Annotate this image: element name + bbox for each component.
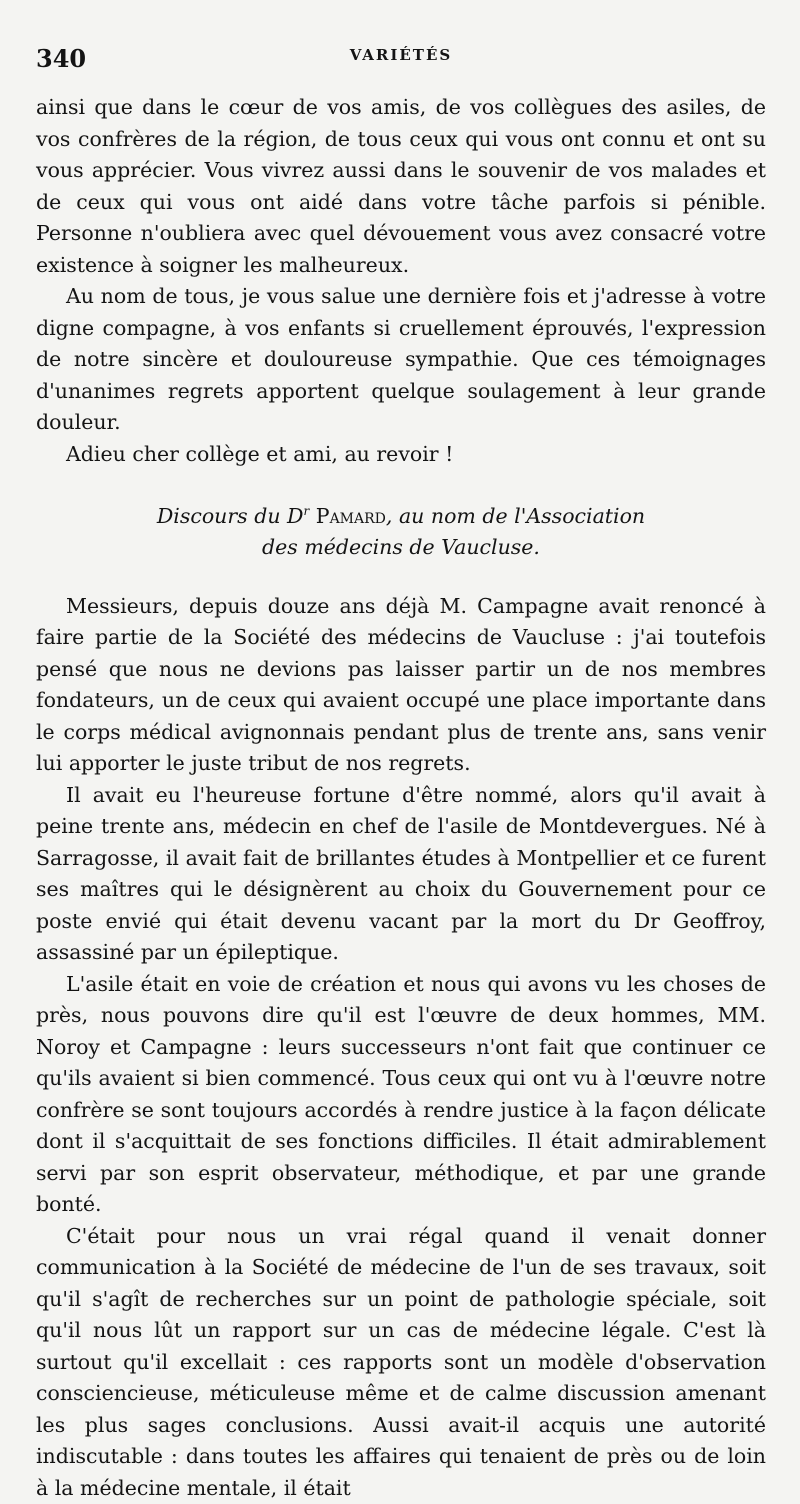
speaker-name: Pamard	[315, 503, 386, 528]
paragraph: Il avait eu l'heureuse fortune d'être nommé, alors qu'il avait à peine trente ans, médecin en chef de l'asile de Montdevergues. Né à Sarragosse, il avait fait de brillantes études à Montpellier et ce furent ses maîtres qui le désignèrent au choix du Gouvernement pour ce poste envié qui était devenu vacant par la mort du Dr Geoffroy, assassiné par un épileptique.	[36, 782, 766, 965]
paragraph: Messieurs, depuis douze ans déjà M. Campagne avait renoncé à faire partie de la Société des médecins de Vaucluse : j'ai toutefois pensé que nous ne devions pas laisser partir un de nos membres fondateurs, un de ceux qui avaient occupé une place importante dans le corps médical avignonnais pendant plus de trente ans, sans venir lui apporter le juste tribut de nos regrets.	[36, 593, 766, 776]
paragraph: L'asile était en voie de création et nous qui avons vu les choses de près, nous pouvons dire qu'il est l'œuvre de deux hommes, MM. Noroy et Campagne : leurs successeurs n'ont fait que continuer ce qu'ils avaient si bien commencé. Tous ceux qui ont vu à l'œuvre notre confrère se sont toujours accordés à rendre justice à la façon délicate dont il s'acquittait de ses fonctions difficiles. Il était admirablement servi par son esprit observateur, méthodique, et par une grande bonté.	[36, 971, 766, 1217]
paragraph: ainsi que dans le cœur de vos amis, de vos collègues des asiles, de vos confrères de la région, de tous ceux qui vous ont connu et ont su vous apprécier. Vous vivrez aussi dans le souvenir de vos malades et de ceux qui vous ont aidé dans votre tâche parfois si pénible. Personne n'oubliera avec quel dévouement vous avez consacré votre existence à soigner les malheureux.	[36, 95, 766, 277]
paragraph: Adieu cher collège et ami, au revoir !	[66, 441, 454, 466]
paragraph: Au nom de tous, je vous salue une dernière fois et j'adresse à votre digne compagne, à vos enfants si cruellement éprouvés, l'expression de notre sincère et douloureuse sympathie. Que ces témoignages d'unanimes regrets apportent quelque soulagement à leur grande douleur.	[36, 284, 766, 434]
speech-heading	[36, 496, 766, 563]
heading-superscript: r	[303, 504, 310, 518]
running-head	[36, 32, 766, 72]
paragraph: C'était pour nous un vrai régal quand il venait donner communication à la Société de médecine de l'un de ses travaux, soit qu'il s'agît de recherches sur un point de pathologie spéciale, soit qu'il nous lût un rapport sur un cas de médecine légale. C'est là surtout qu'il excellait : ces rapports sont un modèle d'observation consciencieuse, méticuleuse même et de calme discussion amenant les plus sages conclusions. Aussi avait-il acquis une autorité indiscutable : dans toutes les affaires qui tenaient de près ou de loin à la médecine mentale, il était	[36, 1223, 766, 1500]
speech-heading-line-2: des médecins de Vaucluse.	[262, 534, 540, 559]
heading-prefix: Discours du D	[156, 503, 304, 528]
speech-text-block	[36, 591, 766, 1504]
page-number: 340	[36, 44, 87, 73]
heading-suffix: , au nom de l'Association	[385, 503, 646, 528]
closing-text-block	[36, 92, 766, 470]
section-title: VARIÉTÉS	[349, 46, 453, 64]
speech-heading-line-1	[36, 496, 766, 532]
